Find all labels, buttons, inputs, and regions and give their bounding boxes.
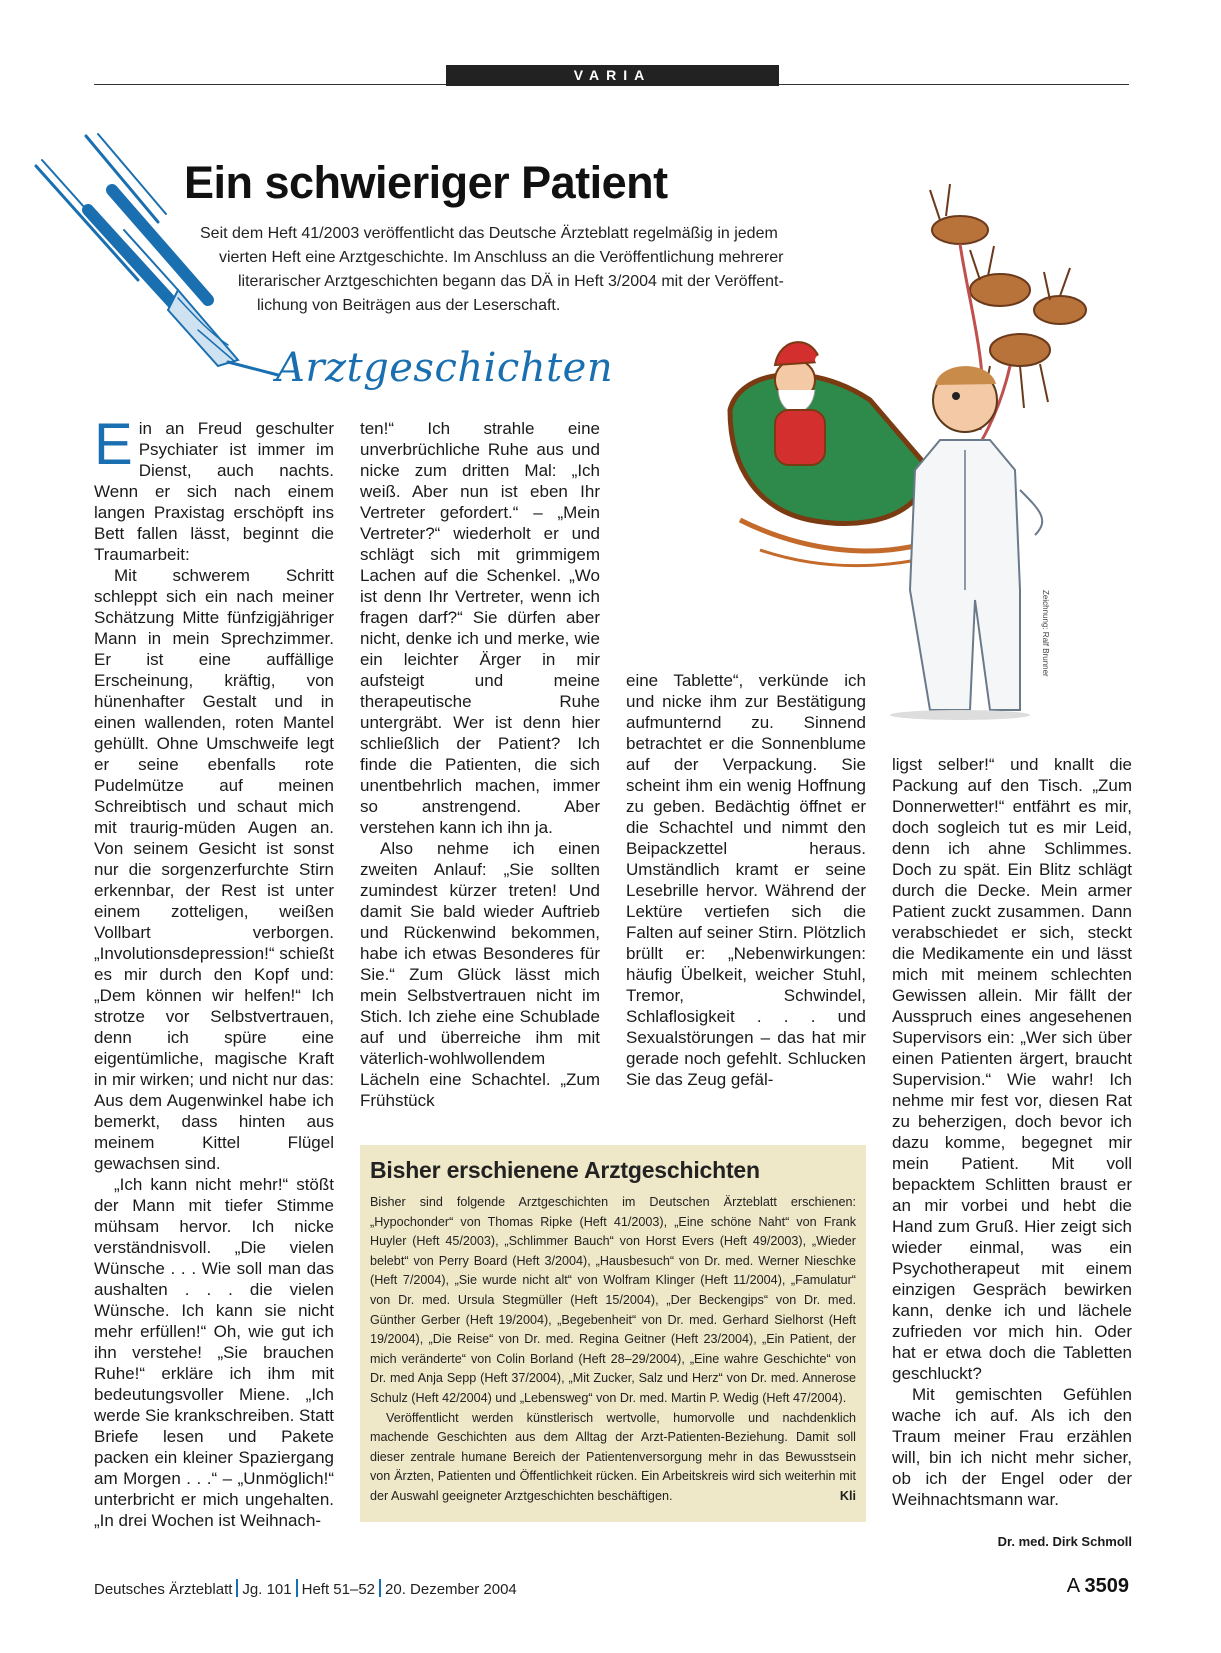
issue-date: 20. Dezember 2004: [385, 1581, 517, 1598]
article-paragraph: Mit gemischten Gefühlen wache ich auf. Als ich den Traum meiner Frau erzählen will, bin ich nicht mehr sicher, ob ich der Engel oder der Weihnachtsmann war.: [892, 1385, 1132, 1509]
article-paragraph: ligst selber!“ und knallt die Packung auf den Tisch. „Zum Donnerwetter!“ entfährt es mir, doch sogleich tut es mir Leid, denn ich ahne Schlimmes. Doch zu spät. Ein Blitz schlägt durch die Decke. Mein armer Patient zuckt zusammen. Dann verabschiedet er sich, steckt die Medikamente ein und lässt mich mit meinem schlechten Gewissen allein. Mir fällt der Ausspruch eines angesehenen Supervisors ein: „Wer sich über einen Patienten ärgert, braucht Supervision.“ Wie wahr! Ich nehme mir fest vor, diesen Rat zu beherzigen, doch bevor ich dazu komme, begegnet mir mein Patient. Mit voll bepacktem Schlitten braust er an mir vorbei und hebt die Hand zum Gruß. Hier zeigt sich wieder einmal, was ein Psychotherapeut mit einem einzigen Gespräch bewirken kann, denke ich und lächele zufrieden vor mich hin. Oder hat er etwa doch die Tabletten geschluckt?: [892, 755, 1132, 1383]
intro-line-4: lichung von Beiträgen aus der Leserschaft.: [257, 297, 561, 314]
article-column-3: [626, 670, 866, 1090]
volume: Jg. 101: [242, 1581, 292, 1598]
article-paragraph: Also nehme ich einen zweiten Anlauf: „Sie sollten zumindest kürzer treten! Und damit Sie bald wieder Auftrieb und Rückenwind bekommen, habe ich etwas Besonderes für Sie.“ Zum Glück lässt mich mein Selbstvertrauen nicht im Stich. Ich ziehe eine Schublade auf und überreiche ihm mit väterlich-wohlwollendem Lächeln eine Schachtel. „Zum Frühstück: [360, 839, 600, 1110]
intro-line-1: Seit dem Heft 41/2003 veröffentlicht das Deutsche Ärzteblatt regelmäßig in jedem: [200, 225, 778, 242]
santa-sleigh-illustration: [720, 170, 1120, 720]
intro-line-3: literarischer Arztgeschichten begann das DÄ in Heft 3/2004 mit der Veröffent-: [238, 273, 784, 290]
image-credit: Zeichnung: Ralf Brunner: [1041, 590, 1050, 677]
footer: [94, 1579, 517, 1598]
infobox-paragraph: Veröffentlicht werden künstlerisch wertvolle, humorvolle und nachdenklich machende Geschichten aus dem Alltag der Arzt-Patienten-Beziehung. Damit soll dieser zentrale humane Bereich der Patientenversorgung mehr in das Bewusstsein von Ärzten, Patienten und Öffentlichkeit rücken. Ein Arbeitskreis wird sich weiterhin mit der Auswahl geeigneter Arztgeschichten beschäftigen. Kli: [370, 1409, 856, 1507]
infobox-paragraph: Bisher sind folgende Arztgeschichten im Deutschen Ärzteblatt erschienen: „Hypochonder“ von Thomas Ripke (Heft 41/2003), „Eine schöne Naht“ von Frank Huyler (Heft 45/2003), „Schlimmer Bauch“ von Horst Evers (Heft 49/2003), „Wieder belebt“ von Perry Board (Heft 3/2004), „Hausbesuch“ von Dr. med. Werner Nieschke (Heft 7/2004), „Sie wurde nicht alt“ von Wolfram Klinger (Heft 11/2004), „Famulatur“ von Dr. med. Ursula Stegmüller (Heft 15/2004), „Der Beckengips“ von Dr. med. Günther Gerber (Heft 19/2004), „Begebenheit“ von Dr. med. Gerhard Sielhorst (Heft 19/2004), „Die Reise“ von Dr. med. Regina Geitner (Heft 23/2004), „Ein Patient, der mich veränderte“ von Colin Borland (Heft 28–29/2004), „Eine wahre Geschichte“ von Dr. med Anja Sepp (Heft 37/2004), „Mit Zucker, Salz und Herz“ von Dr. med. Annerose Schulz (Heft 42/2004) und „Lebensweg“ von Dr. med. Martin P. Wedig (Heft 47/2004).: [370, 1195, 856, 1405]
article-paragraph: Ein an Freud geschulter Psychiater ist immer im Dienst, auch nachts. Wenn er sich nach einem langen Praxistag erschöpft ins Bett fallen lässt, beginnt die Traumarbeit:: [94, 412, 334, 564]
article-paragraph: eine Tablette“, verkünde ich und nicke ihm zur Bestätigung aufmunternd zu. Sinnend betrachtet er die Sonnenblume auf der Verpackung. Sie scheint ihm ein wenig Hoffnung zu geben. Bedächtig öffnet er die Schachtel und nimmt den Beipackzettel heraus. Umständlich kramt er seine Lesebrille hervor. Während der Lektüre vertiefen sich die Falten auf seiner Stirn. Plötzlich brüllt er: „Nebenwirkungen: häufig Übelkeit, weicher Stuhl, Tremor, Schwindel, Schlaflosigkeit . . . und Sexualstörungen – das hat mir gerade noch gefehlt. Schlucken Sie das Zeug gefäl-: [626, 671, 866, 1089]
journal-name: Deutsches Ärzteblatt: [94, 1581, 233, 1598]
intro-line-2: vierten Heft eine Arztgeschichte. Im Anschluss an die Veröffentlichung mehrerer: [219, 249, 784, 266]
issue: Heft 51–52: [301, 1581, 376, 1598]
article-column-1: [94, 412, 335, 1531]
infobox-title: Bisher erschienene Arztgeschichten: [370, 1157, 760, 1183]
infobox-previous-stories: [360, 1145, 866, 1522]
article-paragraph: Mit schwerem Schritt schleppt sich ein nach meiner Schätzung Mitte fünfzigjähriger Mann in mein Sprechzimmer. Er ist eine auffällige Erscheinung, kräftig, von hünenhafter Gestalt und in einen wallenden, roten Mantel gehüllt. Ohne Umschweife legt er seine ebenfalls rote Pudelmütze auf meinen Schreibtisch und schaut mich mit traurig-müden Augen an. Von seinem Gesicht ist sonst nur die sorgenzerfurchte Stirn erkennbar, der Rest ist unter einem zotteligen, weißen Vollbart verborgen. „Involutionsdepression!“ schießt es mir durch den Kopf und: „Dem können wir helfen!“ Ich strotze vor Selbstvertrauen, denn ich spüre eine eigentümliche, magische Kraft in mir wirken; und nicht nur das: Aus dem Augenwinkel habe ich bemerkt, dass hinten aus meinem Kittel Flügel gewachsen sind.: [94, 566, 335, 1173]
article-column-2: [360, 418, 600, 1111]
infobox-signature: Kli: [839, 1488, 856, 1503]
section-tag: VARIA: [446, 65, 779, 86]
author-name: Dr. med. Dirk Schmoll: [997, 1534, 1132, 1549]
article-paragraph: ten!“ Ich strahle eine unverbrüchliche Ruhe aus und nicke zum dritten Mal: „Ich weiß. Aber nun ist eben Ihr Vertreter gefordert.“ – „Mein Vertreter?“ wiederholt er und schlägt sich mit grimmigem Lachen auf die Schenkel. „Wo ist denn Ihr Vertreter, wenn ich fragen darf?“ Sie dürfen aber nicht, denke ich und merke, wie ein leichter Ärger in mir aufsteigt und meine therapeutische Ruhe untergräbt. Wer ist denn hier schließlich der Patient? Ich finde die Patienten, die sich unentbehrlich machen, immer so anstrengend. Aber verstehen kann ich ihn ja.: [360, 419, 600, 837]
dropcap: E: [94, 412, 133, 477]
page-number: A 3509: [1066, 1575, 1129, 1597]
series-label: Arztgeschichten: [276, 345, 614, 391]
infobox-body: [370, 1193, 856, 1507]
article-column-4: [892, 754, 1132, 1510]
article-paragraph: „Ich kann nicht mehr!“ stößt der Mann mit tiefer Stimme mühsam hervor. Ich nicke verständnisvoll. „Die vielen Wünsche . . . Wie soll man das aushalten . . . die vielen Wünsche. Ich kann sie nicht mehr erfüllen!“ Oh, wie gut ich ihn verstehe! „Sie brauchen Ruhe!“ erkläre ich ihm mit bedeutungsvoller Miene. „Ich werde Sie krankschreiben. Statt Briefe lesen und Pakete packen ein kleiner Spaziergang am Morgen . . .“ – „Unmöglich!“ unterbricht er mich ungehalten. „In drei Wochen ist Weihnach-: [94, 1175, 335, 1530]
article-title: Ein schwieriger Patient: [184, 157, 668, 208]
